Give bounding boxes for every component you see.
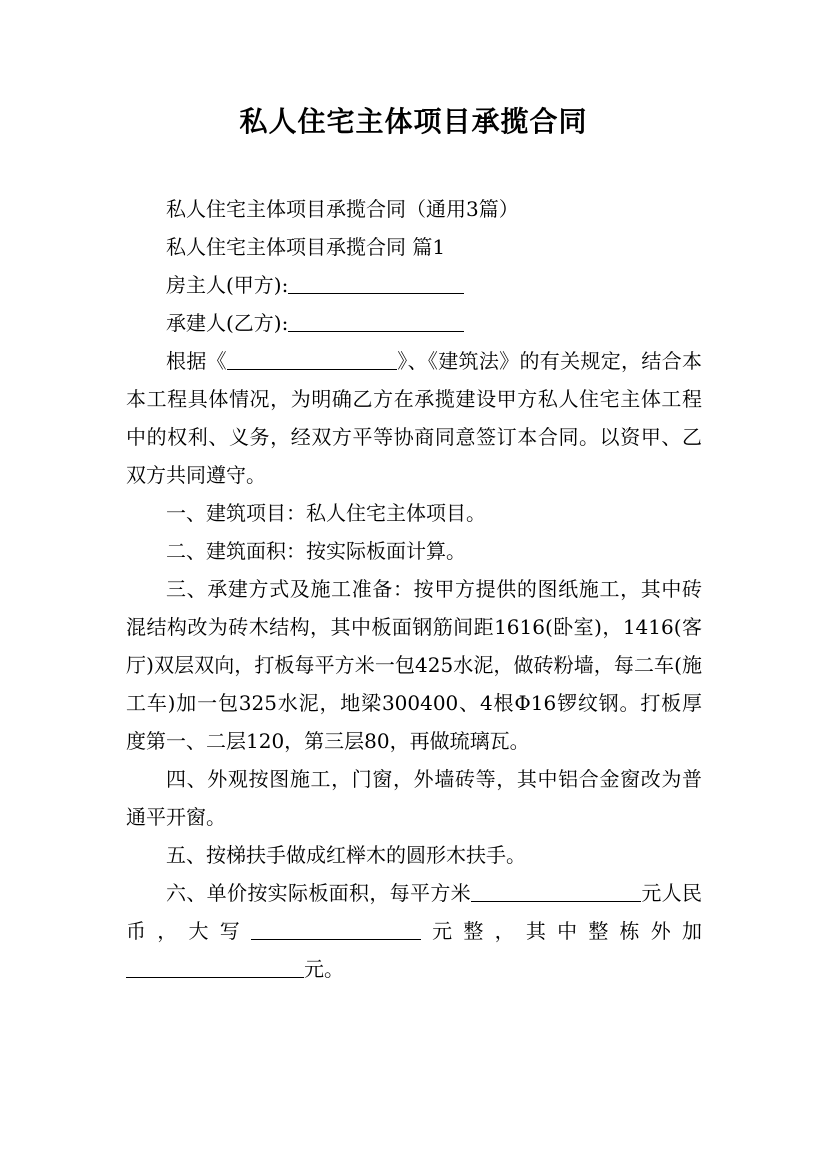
price-text-c: 元整，其中整栋外加 xyxy=(420,919,703,943)
price-text-b: 元人民币，大写 xyxy=(126,881,703,943)
paragraph-party-a xyxy=(126,266,702,304)
paragraph-item-2: 二、建筑面积：按实际板面计算。 xyxy=(166,539,466,563)
price-per-sqm-blank xyxy=(471,880,641,902)
paragraph-item-5: 五、按梯扶手做成红榉木的圆形木扶手。 xyxy=(166,843,526,867)
party-a-blank xyxy=(288,272,464,294)
paragraph-item-6 xyxy=(126,874,702,988)
extra-amount-blank xyxy=(126,956,304,978)
party-b-blank xyxy=(288,310,464,332)
paragraph-item-4: 四、外观按图施工，门窗，外墙砖等，其中铝合金窗改为普通平开窗。 xyxy=(126,767,702,829)
paragraph-item-3: 三、承建方式及施工准备：按甲方提供的图纸施工，其中砖混结构改为砖木结构，其中板面钢筋间距1616(卧室)，1416(客厅)双层双向，打板每平方米一包425水泥，做砖粉墙，每二车(施工车)加一包325水泥，地梁300400、4根Φ16锣纹钢。打板厚度第一、二层120，第三层80，再做琉璃瓦。 xyxy=(126,577,702,753)
document-title: 私人住宅主体项目承揽合同 xyxy=(239,105,588,138)
paragraph-subtitle: 私人住宅主体项目承揽合同（通用3篇） xyxy=(166,197,519,221)
basis-text-start: 根据《 xyxy=(166,349,227,373)
basis-text-rest: 》、《建筑法》的有关规定，结合本本工程具体情况，为明确乙方在承揽建设甲方私人住宅主体工程中的权利、义务，经双方平等协商同意签订本合同。以资甲、乙双方共同遵守。 xyxy=(126,349,703,487)
price-text-d: 元。 xyxy=(304,957,344,981)
paragraph-party-b xyxy=(126,304,702,342)
party-b-label: 承建人(乙方): xyxy=(166,311,289,335)
price-uppercase-blank xyxy=(251,918,421,940)
paragraph-item-1: 一、建筑项目：私人住宅主体项目。 xyxy=(166,501,486,525)
party-a-label: 房主人(甲方): xyxy=(166,273,289,297)
paragraph-part-heading: 私人住宅主体项目承揽合同 篇1 xyxy=(166,235,446,259)
basis-law-blank xyxy=(227,348,397,370)
paragraph-basis xyxy=(126,342,702,494)
document-body xyxy=(126,190,702,988)
price-text-a: 六、单价按实际板面积，每平方米 xyxy=(166,881,471,905)
